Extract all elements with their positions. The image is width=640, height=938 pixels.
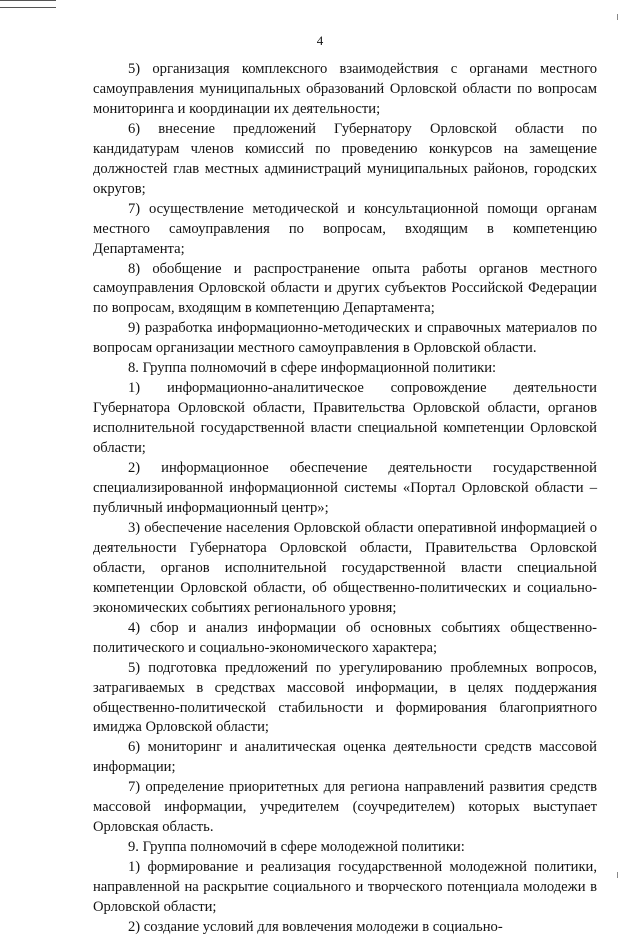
section-heading: 8. Группа полномочий в сфере информационной политики: [128,360,497,377]
paragraph: 7) определение приоритетных для региона направлений развития средств массовой информации, учредителем (соучредителем) которых выступает Орловская область. [93,779,597,836]
paragraph: 2) информационное обеспечение деятельности государственной специализированной информационной системы «Портал Орловской области – публичный информационный центр»; [93,460,597,516]
document-body [93,60,597,938]
paragraph: 8) обобщение и распространение опыта работы органов местного самоуправления Орловской области и других субъектов Российской Федерации по вопросам, входящим в компетенцию Департамента; [93,260,597,317]
scan-edge-tick [617,14,618,20]
paragraph: 5) подготовка предложений по урегулированию проблемных вопросов, затрагиваемых в средствах массовой информации, в целях поддержания общественно-политической стабильности и формирования благоприятного имиджа Орловской области; [93,659,597,736]
scan-edge-tick [617,872,618,878]
paragraph: 6) внесение предложений Губернатору Орловской области по кандидатурам членов комиссий по проведению конкурсов на замещение должностей глав местных администраций муниципальных районов, городских округов; [93,120,597,197]
paragraph: 9) разработка информационно-методических и справочных материалов по вопросам организации местного самоуправления в Орловской области. [93,320,597,357]
section-heading: 9. Группа полномочий в сфере молодежной политики: [128,839,465,856]
page-number: 4 [316,33,324,48]
paragraph: 3) обеспечение населения Орловской области оперативной информацией о деятельности Губернатора Орловской области, Правительства Орловской области, органов исполнительной государственной власти специальной компетенции Орловской области, об общественно-политических и социально-экономических событиях регионального уровня; [93,519,597,616]
paragraph: 1) формирование и реализация государственной молодежной политики, направленной на раскрытие социального и творческого потенциала молодежи в Орловской области; [93,859,597,916]
scan-corner-mark [0,0,56,8]
paragraph: 7) осуществление методической и консультационной помощи органам местного самоуправления по вопросам, входящим в компетенцию Департамента; [93,200,597,257]
paragraph: 6) мониторинг и аналитическая оценка деятельности средств массовой информации; [93,739,597,776]
paragraph: 4) сбор и анализ информации об основных событиях общественно-политического и социально-экономического характера; [93,619,597,656]
paragraph: 5) организация комплексного взаимодействия с органами местного самоуправления муниципальных образований Орловской области по вопросам мониторинга и координации их деятельности; [93,61,597,117]
paragraph: 1) информационно-аналитическое сопровождение деятельности Губернатора Орловской области, Правительства Орловской области, органов исполнительной государственной власти специальной компетенции Орловской области; [93,380,597,457]
paragraph: 2) создание условий для вовлечения молодежи в социально- [128,918,503,935]
